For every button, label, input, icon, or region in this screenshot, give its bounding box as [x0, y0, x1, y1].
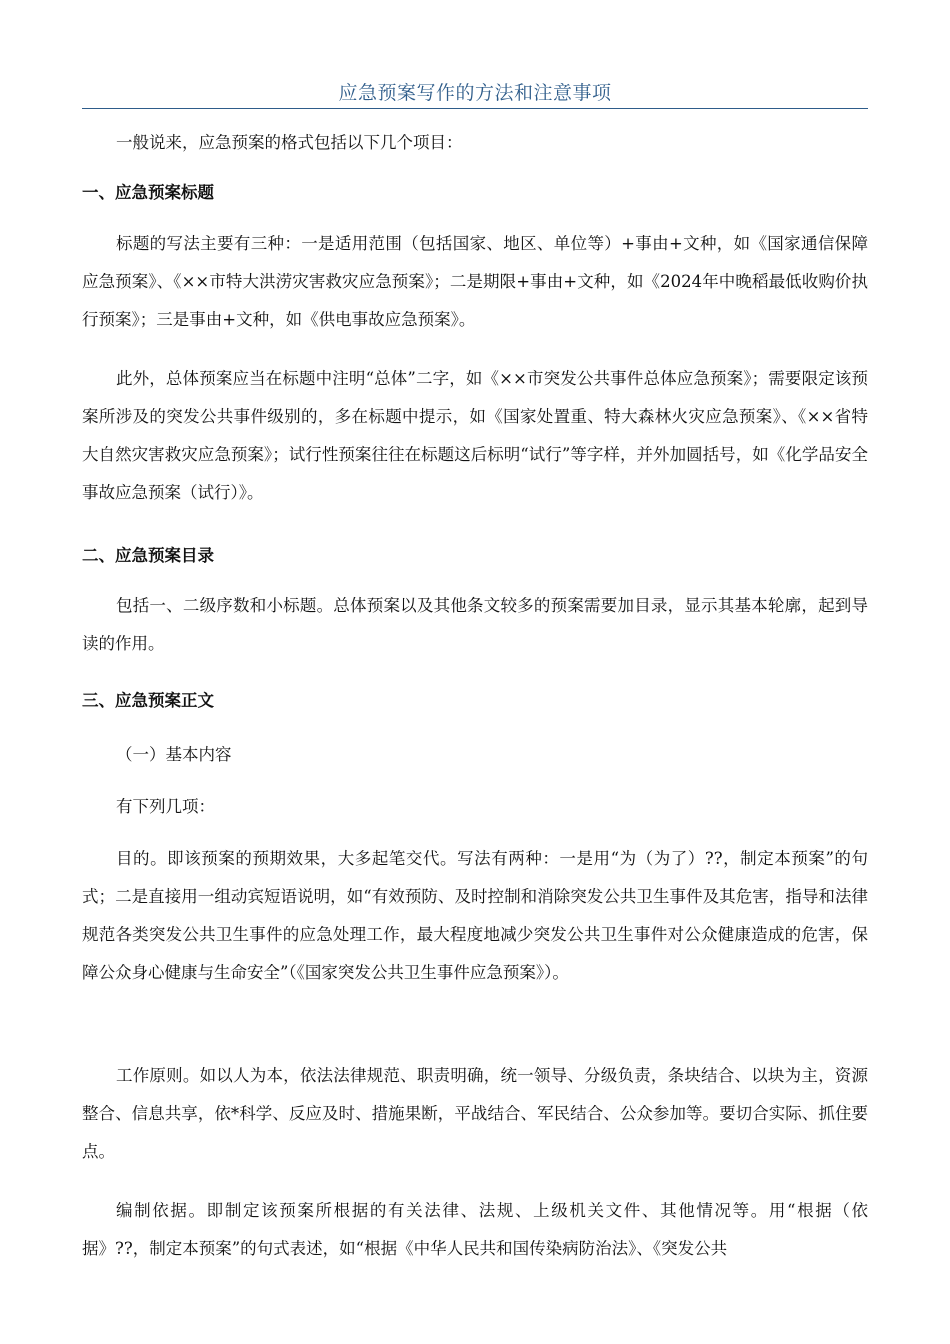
section-heading-toc: 二、应急预案目录 — [82, 546, 214, 565]
paragraph-list-intro: 有下列几项： — [116, 797, 215, 816]
paragraph-title-types: 标题的写法主要有三种：一是适用范围（包括国家、地区、单位等）+事由+文种，如《国家通信保障应急预案》、《××市特大洪涝灾害救灾应急预案》；二是期限+事由+文种，如《2024年中晚稻最低收购价执行预案》；三是事由+文种，如《供电事故应急预案》。 — [82, 234, 868, 329]
intro-paragraph: 一般说来，应急预案的格式包括以下几个项目： — [116, 133, 463, 152]
paragraph-principles: 工作原则。如以人为本，依法法律规范、职责明确，统一领导、分级负责，条块结合、以块为主，资源整合、信息共享，依*科学、反应及时、措施果断，平战结合、军民结合、公众参加等。要切合实际、抓住要点。 — [82, 1066, 868, 1161]
document-title: 应急预案写作的方法和注意事项 — [338, 82, 612, 104]
paragraph-toc: 包括一、二级序数和小标题。总体预案以及其他条文较多的预案需要加目录，显示其基本轮廓，起到导读的作用。 — [82, 596, 868, 653]
section-heading-title: 一、应急预案标题 — [82, 183, 214, 202]
title-underline — [82, 108, 868, 109]
section-heading-body: 三、应急预案正文 — [82, 691, 214, 710]
subheading-basic-content: （一）基本内容 — [116, 745, 232, 764]
paragraph-title-notes: 此外，总体预案应当在标题中注明“总体”二字，如《××市突发公共事件总体应急预案》；需要限定该预案所涉及的突发公共事件级别的，多在标题中提示，如《国家处置重、特大森林火灾应急预案》、《××省特大自然灾害救灾应急预案》；试行性预案往往在标题这后标明“试行”等字样，并外加圆括号，如《化学品安全事故应急预案（试行）》。 — [82, 369, 868, 502]
paragraph-basis: 编制依据。即制定该预案所根据的有关法律、法规、上级机关文件、其他情况等。用“根据（依据》??，制定本预案”的句式表述，如“根据《中华人民共和国传染病防治法》、《突发公共 — [82, 1201, 868, 1258]
paragraph-purpose: 目的。即该预案的预期效果，大多起笔交代。写法有两种：一是用“为（为了）??，制定本预案”的句式；二是直接用一组动宾短语说明，如“有效预防、及时控制和消除突发公共卫生事件及其危害，指导和法律规范各类突发公共卫生事件的应急处理工作，最大程度地减少突发公共卫生事件对公众健康造成的危害，保障公众身心健康与生命安全”（《国家突发公共卫生事件应急预案》）。 — [82, 849, 868, 982]
